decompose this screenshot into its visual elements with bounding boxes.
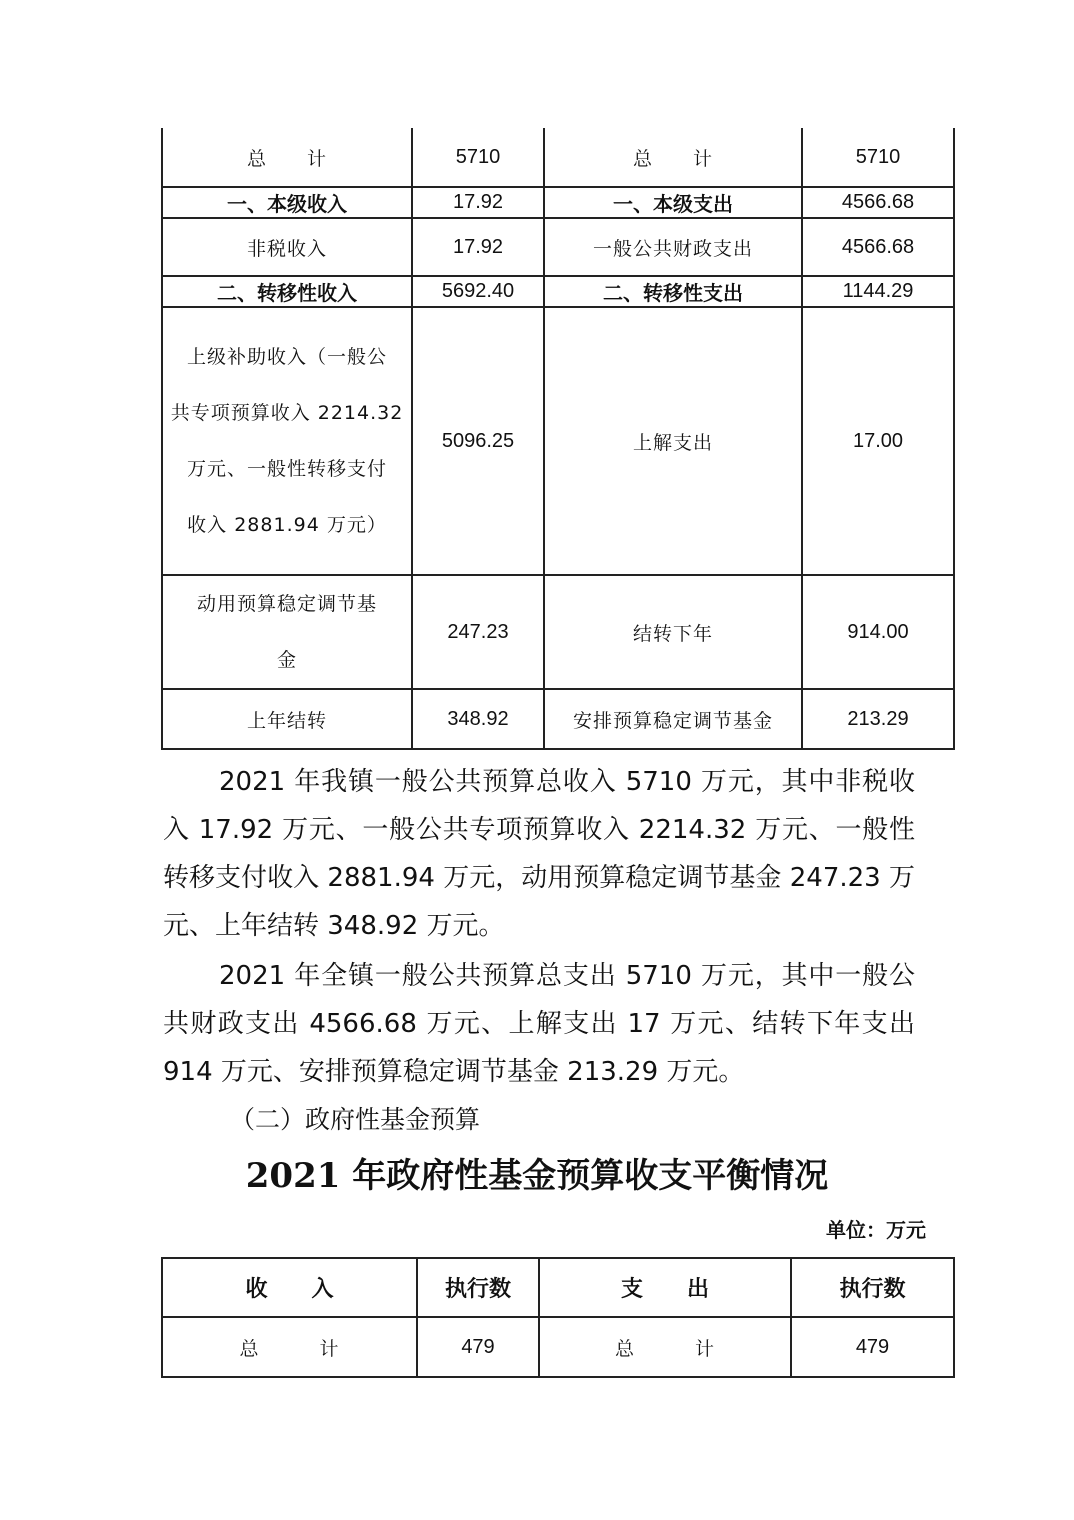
- label-line: 共专项预算收入 2214.32: [170, 402, 404, 424]
- expense-label: 结转下年: [544, 575, 802, 689]
- unit-label: 单位：万元: [826, 1218, 926, 1242]
- income-label: 总 计: [162, 128, 412, 187]
- expense-label: 二、转移性支出: [544, 276, 802, 307]
- section-heading: （二）政府性基金预算: [230, 1105, 481, 1134]
- expense-value: 1144.29: [802, 276, 954, 307]
- table-row: [162, 187, 954, 218]
- expense-value: 479: [791, 1317, 954, 1377]
- income-label: 上年结转: [162, 689, 412, 749]
- label-line: 上级补助收入（一般公: [186, 346, 387, 368]
- income-value: 5096.25: [412, 307, 544, 575]
- income-summary-paragraph: [163, 758, 915, 950]
- column-header: 支 出: [539, 1258, 791, 1317]
- table-row: [162, 218, 954, 276]
- label-line: 动用预算稳定调节基: [196, 593, 377, 615]
- table-row: [162, 276, 954, 307]
- expense-label: 安排预算稳定调节基金: [544, 689, 802, 749]
- income-value: 17.92: [412, 218, 544, 276]
- table-row: [162, 128, 954, 187]
- column-header: 执行数: [791, 1258, 954, 1317]
- table-row: [162, 575, 954, 689]
- column-header: 执行数: [417, 1258, 539, 1317]
- income-label: 二、转移性收入: [162, 276, 412, 307]
- income-label: 总 计: [162, 1317, 417, 1377]
- paragraph-text: 2021 年我镇一般公共预算总收入 5710 万元，其中非税收入 17.92 万元、一般公共专项预算收入 2214.32 万元、一般性转移支付收入 2881.94 万元，动用预算稳定调节基金 247.23 万元、上年结转 348.92 万元。: [163, 767, 915, 941]
- table-row: [162, 1317, 954, 1377]
- income-value: 348.92: [412, 689, 544, 749]
- income-label: [162, 307, 412, 575]
- expense-value: 4566.68: [802, 218, 954, 276]
- expense-value: 213.29: [802, 689, 954, 749]
- expense-label: 上解支出: [544, 307, 802, 575]
- expense-label: 总 计: [544, 128, 802, 187]
- fund-budget-table: [161, 1257, 955, 1378]
- expense-value: 914.00: [802, 575, 954, 689]
- income-value: 17.92: [412, 187, 544, 218]
- label-line: 万元、一般性转移支付: [186, 458, 387, 480]
- income-label: 一、本级收入: [162, 187, 412, 218]
- expense-value: 4566.68: [802, 187, 954, 218]
- income-value: 247.23: [412, 575, 544, 689]
- label-line: 收入 2881.94 万元）: [187, 514, 387, 536]
- expense-label: 一、本级支出: [544, 187, 802, 218]
- expense-label: 总 计: [539, 1317, 791, 1377]
- label-line: 金: [276, 649, 297, 671]
- general-budget-table: [161, 128, 955, 750]
- table-header-row: [162, 1258, 954, 1317]
- paragraph-text: 2021 年全镇一般公共预算总支出 5710 万元，其中一般公共财政支出 4566.68 万元、上解支出 17 万元、结转下年支出 914 万元、安排预算稳定调节基金 213.29 万元。: [163, 961, 915, 1087]
- income-value: 5710: [412, 128, 544, 187]
- income-label: [162, 575, 412, 689]
- income-label: 非税收入: [162, 218, 412, 276]
- expense-label: 一般公共财政支出: [544, 218, 802, 276]
- expense-summary-paragraph: [163, 952, 915, 1096]
- income-value: 5692.40: [412, 276, 544, 307]
- expense-value: 5710: [802, 128, 954, 187]
- income-value: 479: [417, 1317, 539, 1377]
- table-row: [162, 689, 954, 749]
- table-title: 2021 年政府性基金预算收支平衡情况: [245, 1156, 829, 1196]
- expense-value: 17.00: [802, 307, 954, 575]
- column-header: 收 入: [162, 1258, 417, 1317]
- table-row: [162, 307, 954, 575]
